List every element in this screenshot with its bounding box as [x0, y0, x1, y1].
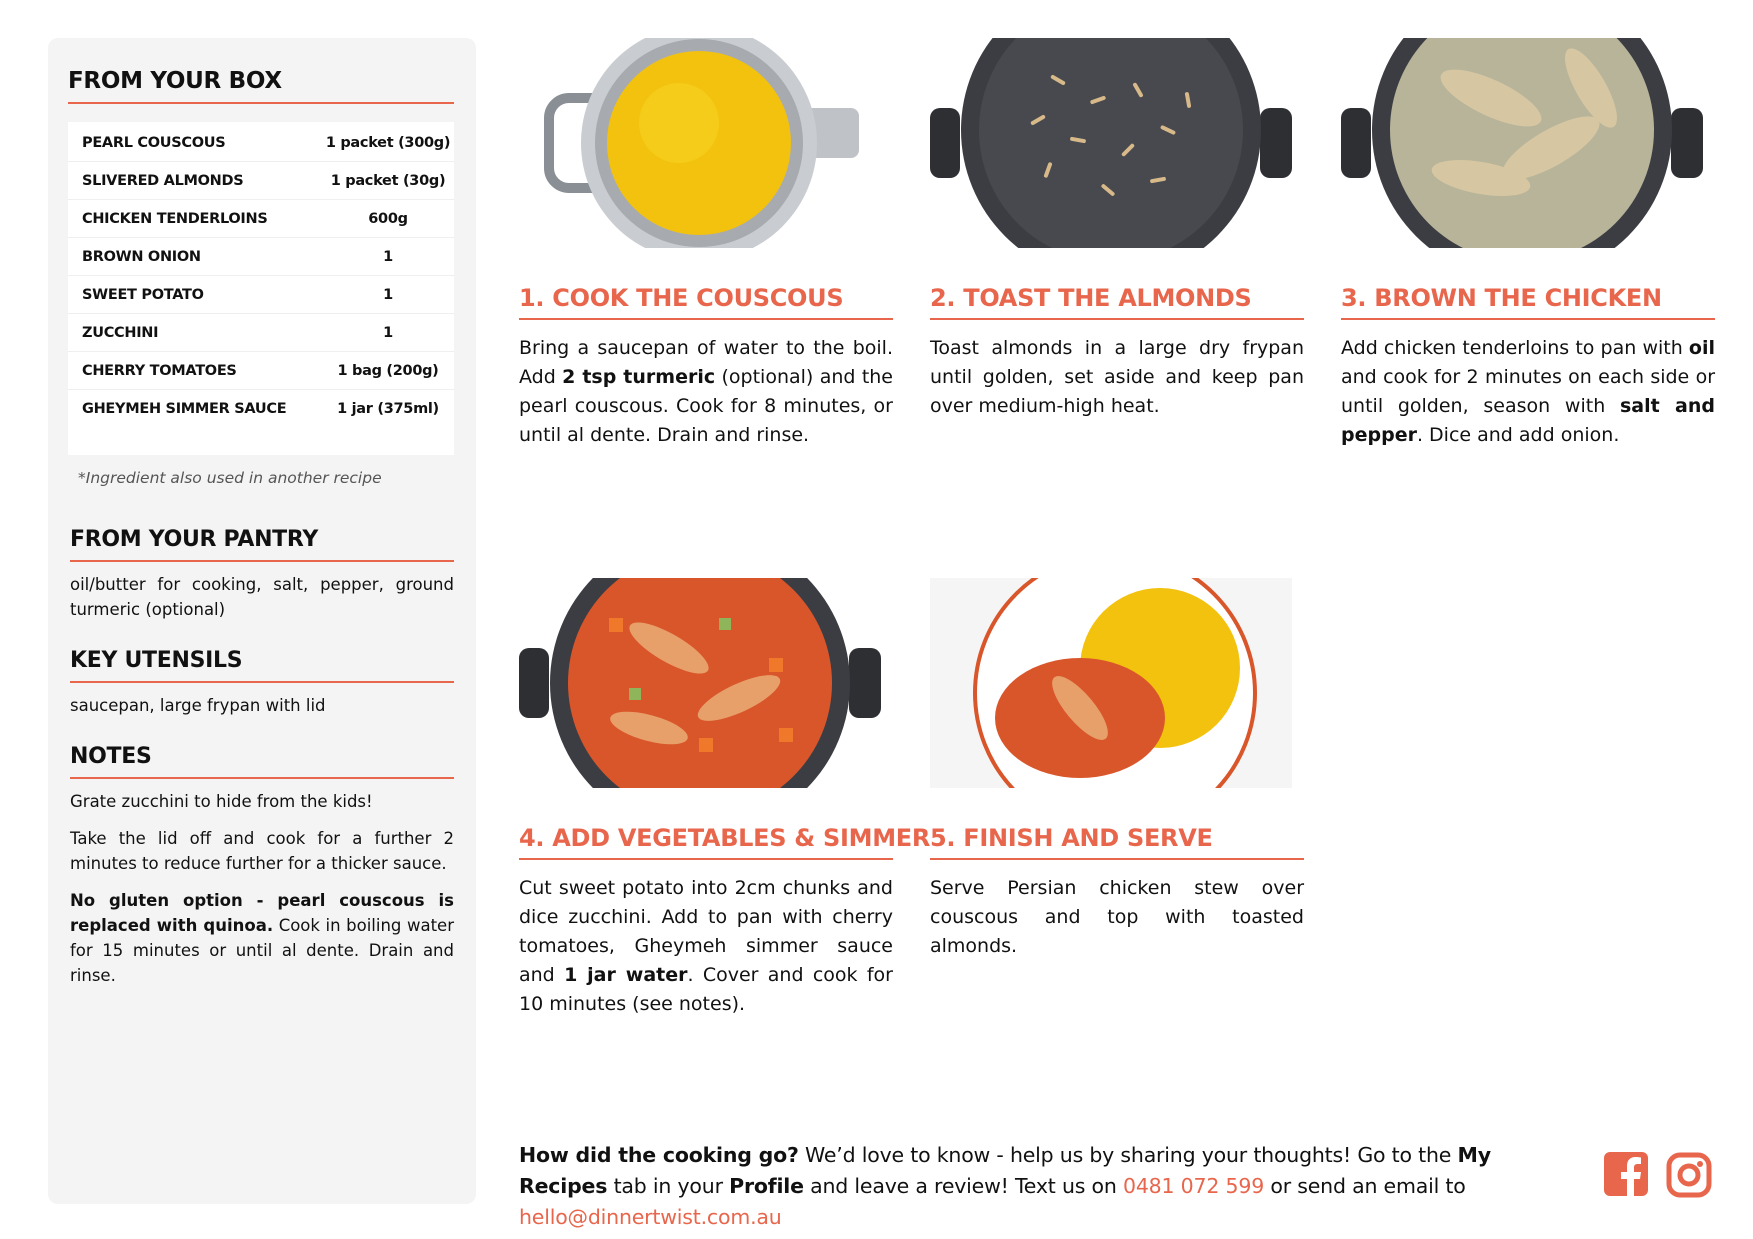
- step-3-text-bold-season: salt and pepper: [1341, 395, 1715, 446]
- ingredient-name: CHICKEN TENDERLOINS: [82, 210, 268, 227]
- ingredient-row: [68, 162, 454, 200]
- ingredient-qty: 1 packet (30g): [330, 172, 446, 189]
- note-kids: Grate zucchini to hide from the kids!: [70, 792, 373, 811]
- step-5: [930, 578, 1304, 961]
- ingredient-row: [68, 314, 454, 352]
- feedback-footer: [519, 1140, 1579, 1233]
- feedback-text-b: tab in your: [607, 1174, 730, 1198]
- step-4-text: [519, 874, 893, 1019]
- ingredient-name: CHERRY TOMATOES: [82, 362, 237, 379]
- notes-text: [70, 789, 454, 988]
- ingredient-row: [68, 390, 454, 427]
- step-3-title: 3. BROWN THE CHICKEN: [1341, 284, 1715, 320]
- profile-link[interactable]: Profile: [729, 1174, 804, 1198]
- step-2-title: 2. TOAST THE ALMONDS: [930, 284, 1304, 320]
- step-4-title: 4. ADD VEGETABLES & SIMMER: [519, 824, 893, 860]
- ingredient-qty: 600g: [368, 210, 408, 227]
- notes-section: [68, 744, 454, 988]
- ingredient-qty: 1 bag (200g): [337, 362, 439, 379]
- feedback-text-d: or send an email to: [1264, 1174, 1466, 1198]
- step-4-text-a: Cut sweet potato into 2cm chunks and dice zucchini. Add to pan with cherry tomatoes, Gheymeh simmer sauce and: [519, 877, 893, 986]
- step-1-text: [519, 334, 893, 450]
- email-link[interactable]: hello@dinnertwist.com.au: [519, 1205, 782, 1229]
- note-gluten-rest: Cook in boiling water for 15 minutes or until al dente. Drain and rinse.: [70, 916, 454, 985]
- pantry-section: [68, 527, 454, 622]
- step-3-text-a: Add chicken tenderloins to pan with: [1341, 337, 1689, 359]
- step-4-text-b: . Cover and cook for 10 minutes (see notes).: [519, 964, 893, 1015]
- chicken-photo: [1341, 38, 1703, 248]
- couscous-photo: [519, 38, 881, 248]
- step-3-text: [1341, 334, 1715, 450]
- ingredient-row: [68, 276, 454, 314]
- ingredient-qty: 1: [383, 248, 393, 265]
- step-2: [930, 38, 1304, 421]
- step-3-text-c: . Dice and add onion.: [1416, 424, 1620, 446]
- ingredient-qty: 1: [383, 324, 393, 341]
- note-gluten-bold: No gluten option - pearl couscous is replaced with quinoa.: [70, 891, 454, 935]
- simmer-photo: [519, 578, 881, 788]
- step-4: [519, 578, 931, 1019]
- ingredient-name: PEARL COUSCOUS: [82, 134, 226, 151]
- ingredient-name: SWEET POTATO: [82, 286, 204, 303]
- utensils-heading: KEY UTENSILS: [70, 648, 454, 683]
- step-1-title: 1. COOK THE COUSCOUS: [519, 284, 893, 320]
- ingredient-name: SLIVERED ALMONDS: [82, 172, 244, 189]
- ingredient-row: [68, 200, 454, 238]
- notes-heading: NOTES: [70, 744, 454, 779]
- ingredient-row: [68, 124, 454, 162]
- almonds-photo: [930, 38, 1292, 248]
- my-recipes-link[interactable]: My Recipes: [519, 1143, 1491, 1198]
- step-3: [1341, 38, 1715, 450]
- ingredient-row: [68, 238, 454, 276]
- facebook-icon[interactable]: [1604, 1152, 1648, 1196]
- step-3-text-bold-oil: oil: [1688, 337, 1715, 359]
- ingredient-qty: 1 jar (375ml): [337, 400, 439, 417]
- step-5-title: 5. FINISH AND SERVE: [930, 824, 1304, 860]
- ingredient-row: [68, 352, 454, 390]
- utensils-text: saucepan, large frypan with lid: [70, 696, 326, 715]
- ingredient-name: ZUCCHINI: [82, 324, 159, 341]
- pantry-heading: FROM YOUR PANTRY: [70, 527, 454, 562]
- phone-link[interactable]: 0481 072 599: [1123, 1174, 1265, 1198]
- step-1: [519, 38, 893, 450]
- ingredient-name: GHEYMEH SIMMER SAUCE: [82, 400, 287, 417]
- step-3-text-b: and cook for 2 minutes on each side or until golden, season with: [1341, 366, 1715, 417]
- step-5-text: Serve Persian chicken stew over couscous and top with toasted almonds.: [930, 877, 1304, 957]
- ingredients-sidebar: [48, 38, 476, 1204]
- step-1-text-bold: 2 tsp turmeric: [562, 366, 716, 388]
- pantry-text: oil/butter for cooking, salt, pepper, ground turmeric (optional): [70, 575, 454, 619]
- ingredient-qty: 1 packet (300g): [325, 134, 451, 151]
- from-your-box-heading: FROM YOUR BOX: [68, 68, 454, 104]
- step-1-text-a: Bring a saucepan of water to the boil. Add: [519, 337, 893, 388]
- ingredient-name: BROWN ONION: [82, 248, 201, 265]
- note-reduce: Take the lid off and cook for a further 2 minutes to reduce further for a thicker sauce.: [70, 829, 454, 873]
- utensils-section: [68, 648, 454, 718]
- feedback-question: How did the cooking go?: [519, 1143, 799, 1167]
- step-2-text: Toast almonds in a large dry frypan until golden, set aside and keep pan over medium-high heat.: [930, 337, 1304, 417]
- feedback-text-a: We’d love to know - help us by sharing your thoughts! Go to the: [798, 1143, 1458, 1167]
- serve-photo: [930, 578, 1292, 788]
- ingredients-table: [68, 122, 454, 455]
- ingredient-footnote: *Ingredient also used in another recipe: [78, 469, 382, 487]
- note-gluten: [70, 888, 454, 988]
- step-4-text-bold: 1 jar water: [564, 964, 688, 986]
- step-1-text-b: (optional) and the pearl couscous. Cook for 8 minutes, or until al dente. Drain and rinse.: [519, 366, 893, 446]
- feedback-text-c: and leave a review! Text us on: [803, 1174, 1123, 1198]
- instagram-icon[interactable]: [1666, 1152, 1712, 1198]
- ingredient-qty: 1: [383, 286, 393, 303]
